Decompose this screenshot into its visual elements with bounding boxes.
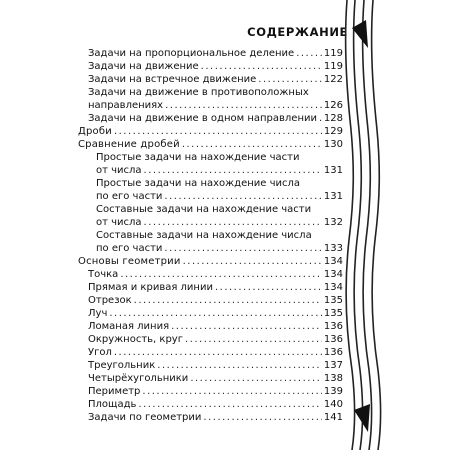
- toc-entry-title: Прямая и кривая линии: [88, 282, 213, 293]
- toc-entry-title: от числа: [96, 217, 142, 228]
- toc-page-number: 140: [323, 399, 343, 410]
- dot-leader: [296, 47, 322, 60]
- toc-entry[interactable]: [88, 346, 343, 359]
- toc-entry-title: Площадь: [88, 399, 137, 410]
- toc-entry-title: Составные задачи на нахождение части: [96, 204, 312, 215]
- toc-entry-title: Задачи на движение в одном направлении: [88, 113, 317, 124]
- dot-leader: [164, 190, 322, 203]
- toc-entry[interactable]: [78, 125, 343, 138]
- toc-entry[interactable]: [88, 268, 343, 281]
- toc-page-number: 136: [323, 321, 343, 332]
- toc-page-number: 119: [323, 48, 343, 59]
- toc-entry[interactable]: [88, 333, 343, 346]
- toc-page-number: 137: [323, 360, 343, 371]
- dot-leader: [134, 294, 322, 307]
- page-title: СОДЕРЖАНИЕ: [247, 25, 348, 39]
- toc-entry[interactable]: [88, 86, 343, 99]
- toc-entry-title: Составные задачи на нахождение числа: [96, 230, 312, 241]
- toc-entry-title: Угол: [88, 347, 112, 358]
- toc-entry-title: Основы геометрии: [78, 256, 181, 267]
- toc-page-number: 138: [323, 373, 343, 384]
- toc-entry-title: Периметр: [88, 386, 141, 397]
- toc-entry[interactable]: [88, 294, 343, 307]
- toc-entry[interactable]: [88, 73, 343, 86]
- toc-page-number: 132: [323, 217, 343, 228]
- toc-page-number: 122: [323, 74, 343, 85]
- toc-entry-title: от числа: [96, 165, 142, 176]
- toc-entry-title: Треугольник: [88, 360, 156, 371]
- dot-leader: [183, 255, 322, 268]
- toc-entry[interactable]: [78, 138, 343, 151]
- toc-entry-title: Задачи на пропорциональное деление: [88, 48, 295, 59]
- toc-page-number: 130: [323, 139, 343, 150]
- toc-entry[interactable]: [96, 164, 343, 177]
- dot-leader: [185, 333, 322, 346]
- dot-leader: [182, 138, 322, 151]
- toc-page-number: 134: [323, 256, 343, 267]
- toc-entry[interactable]: [88, 398, 343, 411]
- toc-page-number: 136: [323, 347, 343, 358]
- toc-page-number: 135: [323, 295, 343, 306]
- toc-entry[interactable]: [88, 281, 343, 294]
- dot-leader: [114, 125, 322, 138]
- toc-page-number: 129: [323, 126, 343, 137]
- dot-leader: [144, 216, 322, 229]
- toc-entry-title: Задачи на встречное движение: [88, 74, 257, 85]
- dot-leader: [138, 398, 322, 411]
- toc-entry[interactable]: [88, 411, 343, 424]
- dot-leader: [171, 320, 322, 333]
- toc-entry[interactable]: [88, 320, 343, 333]
- toc-page-number: 119: [323, 61, 343, 72]
- toc-page-number: 126: [323, 100, 343, 111]
- toc-entry[interactable]: [88, 99, 343, 112]
- toc-entry-title: Задачи по геометрии: [88, 412, 202, 423]
- dot-leader: [165, 99, 322, 112]
- dot-leader: [201, 60, 322, 73]
- toc-entry-title: Задачи на движение в противоположных: [88, 87, 309, 98]
- toc-page-number: 128: [323, 113, 343, 124]
- dot-leader: [120, 268, 322, 281]
- toc-entry[interactable]: [88, 60, 343, 73]
- toc-page-number: 131: [323, 191, 343, 202]
- toc-entry-title: по его части: [96, 243, 163, 254]
- toc-entry[interactable]: [96, 229, 343, 242]
- dot-leader: [215, 281, 322, 294]
- dot-leader: [157, 359, 322, 372]
- toc-entry-title: Окружность, круг: [88, 334, 183, 345]
- toc-entry-title: Задачи на движение: [88, 61, 199, 72]
- toc-entry[interactable]: [96, 216, 343, 229]
- toc-entry[interactable]: [96, 151, 343, 164]
- toc-entry[interactable]: [78, 255, 343, 268]
- toc-entry[interactable]: [88, 372, 343, 385]
- toc-entry-title: Простые задачи на нахождение части: [96, 152, 300, 163]
- toc-entry-title: Ломаная линия: [88, 321, 170, 332]
- toc-entry-title: Точка: [88, 269, 119, 280]
- toc-page-number: 131: [323, 165, 343, 176]
- toc-entry-title: Дроби: [78, 126, 112, 137]
- dot-leader: [114, 346, 322, 359]
- toc-entry-title: Отрезок: [88, 295, 132, 306]
- dot-leader: [258, 73, 322, 86]
- toc-entry[interactable]: [96, 190, 343, 203]
- toc-page-number: 139: [323, 386, 343, 397]
- toc-entry[interactable]: [96, 242, 343, 255]
- toc-page-number: 133: [323, 243, 343, 254]
- toc-entry[interactable]: [88, 47, 343, 60]
- toc-entry[interactable]: [88, 112, 343, 125]
- dot-leader: [190, 372, 322, 385]
- toc-entry-title: Луч: [88, 308, 108, 319]
- dot-leader: [203, 411, 322, 424]
- toc-entry[interactable]: [96, 177, 343, 190]
- toc-entry[interactable]: [96, 203, 343, 216]
- toc-entry[interactable]: [88, 307, 343, 320]
- toc-entry-title: направлениях: [88, 100, 164, 111]
- toc-page-number: 135: [323, 308, 343, 319]
- toc-entry[interactable]: [88, 359, 343, 372]
- toc-page-number: 136: [323, 334, 343, 345]
- dot-leader: [142, 385, 322, 398]
- toc-page-number: 141: [323, 412, 343, 423]
- dot-leader: [109, 307, 322, 320]
- dot-leader: [164, 242, 322, 255]
- toc-entry-title: по его части: [96, 191, 163, 202]
- toc-entry-title: Простые задачи на нахождение числа: [96, 178, 301, 189]
- toc-entry-title: Четырёхугольники: [88, 373, 189, 384]
- dot-leader: [319, 112, 322, 125]
- toc-page-number: 134: [323, 282, 343, 293]
- dot-leader: [144, 164, 322, 177]
- toc-page-number: 134: [323, 269, 343, 280]
- toc-entry-title: Сравнение дробей: [78, 139, 180, 150]
- toc-entry[interactable]: [88, 385, 343, 398]
